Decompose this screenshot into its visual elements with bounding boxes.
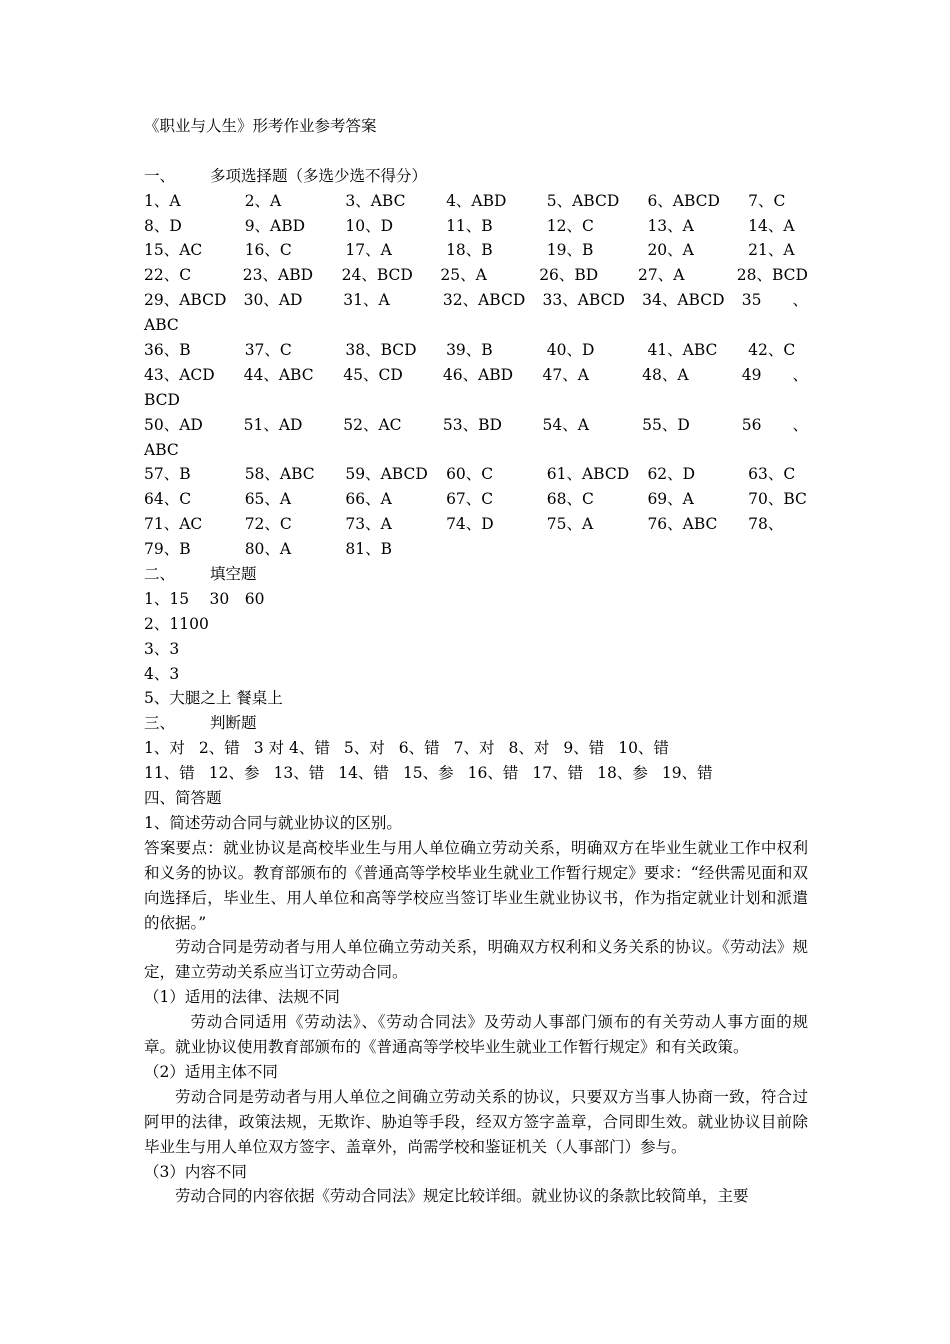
judgement-answer: 17、错 <box>532 764 584 783</box>
answer-cell: 8、D <box>144 216 182 235</box>
answer-row <box>144 313 808 338</box>
answer-cell: 79、B <box>144 540 191 559</box>
answer-cell: 60、C <box>446 465 494 484</box>
answer-cell: 73、A <box>345 515 392 534</box>
answer-cell: 35 、 <box>741 291 808 310</box>
answer-cell: 28、BCD <box>736 266 808 285</box>
answer-cell: 3、ABC <box>345 191 406 210</box>
answer-cell: 56 、 <box>741 415 808 434</box>
answer-cell: 59、ABCD <box>345 465 428 484</box>
answer-cell: 30、AD <box>243 291 303 310</box>
answer-cell: 4、ABD <box>446 191 507 210</box>
section-2-number: 二、 <box>144 565 176 584</box>
judgement-answer: 19、错 <box>661 764 713 783</box>
answer-cell: 76、ABC <box>647 515 718 534</box>
answer-cell: 81、B <box>345 540 392 559</box>
answer-cell: 58、ABC <box>244 465 315 484</box>
point-1-heading: （1）适用的法律、法规不同 <box>144 988 340 1007</box>
judgement-answer: 13、错 <box>273 764 325 783</box>
point-1-text: 劳动合同适用《劳动法》、《劳动合同法》及劳动人事部门颁布的有关劳动人事方面的规章。就业协议使用教育部颁布的《普通高等学校毕业生就业工作暂行规定》和有关政策。 <box>144 1013 808 1057</box>
answer-cell: 33、ABCD <box>542 291 625 310</box>
answer-cell: 62、D <box>647 465 696 484</box>
judgement-answer: 7、对 <box>453 739 495 758</box>
answer-cell: 53、BD <box>442 415 502 434</box>
judgement-answer: 3 对 4、错 <box>253 739 330 758</box>
answer-cell: 36、B <box>144 341 191 360</box>
answer-cell: 15、AC <box>144 241 203 260</box>
judgement-answer: 16、错 <box>467 764 519 783</box>
answer-cell: 67、C <box>446 490 494 509</box>
answer-cell: 32、ABCD <box>442 291 526 310</box>
answer-cell: 12、C <box>546 216 594 235</box>
answer-cell: 38、BCD <box>345 341 417 360</box>
answer-cell: 29、ABCD <box>144 291 227 310</box>
answer-cell: 63、C <box>748 465 796 484</box>
answer-row <box>144 363 808 388</box>
section-2-heading <box>144 562 808 587</box>
answer-cell: 61、ABCD <box>546 465 630 484</box>
section-3-heading <box>144 711 808 736</box>
answer-cell: 7、C <box>748 191 786 210</box>
section-1-heading <box>144 164 808 189</box>
answer-cell: 80、A <box>244 540 292 559</box>
answer-paragraph-1: 答案要点：就业协议是高校毕业生与用人单位确立劳动关系，明确双方在毕业生就业工作中权利和义务的协议。教育部颁布的《普通高等学校毕业生就业工作暂行规定》要求：“经供需见面和双向选择后，毕业生、用人单位和高等学校应当签订毕业生就业协议书，作为指定就业计划和派遣的依据。” <box>144 838 808 932</box>
answer-row <box>144 263 808 288</box>
true-false-row-2 <box>144 761 808 786</box>
judgement-answer: 14、错 <box>338 764 389 783</box>
answer-cell: 49 、 <box>741 365 808 384</box>
question-1: 1、简述劳动合同与就业协议的区别。 <box>144 813 402 832</box>
answer-cell: 37、C <box>244 341 292 360</box>
answer-row <box>144 238 808 263</box>
answer-cell: 23、ABD <box>242 266 314 285</box>
document-title: 《职业与人生》形考作业参考答案 <box>144 117 377 135</box>
fill-answer-2: 2、1100 <box>144 614 209 633</box>
judgement-answer: 5、对 <box>343 739 385 758</box>
answer-cell: 47、A <box>542 365 589 384</box>
answer-row <box>144 438 808 463</box>
judgement-answer: 11、错 <box>144 764 195 783</box>
answer-cell: 42、C <box>748 341 796 360</box>
section-3-number: 三、 <box>144 714 176 733</box>
answer-cell: 68、C <box>546 490 594 509</box>
answer-row <box>144 512 808 537</box>
answer-cell: 17、A <box>345 241 392 260</box>
answer-cell: 22、C <box>144 266 192 285</box>
section-1-title: 多项选择题（多选少选不得分） <box>210 166 428 185</box>
answer-cell: 27、A <box>637 266 685 285</box>
judgement-answer: 15、参 <box>402 764 454 783</box>
answer-cell: 11、B <box>446 216 493 235</box>
point-3-text: 劳动合同的内容依据《劳动合同法》规定比较详细。就业协议的条款比较简单，主要 <box>175 1187 749 1206</box>
answer-cell: ABC <box>144 440 179 459</box>
answer-row <box>144 338 808 363</box>
section-1-number: 一、 <box>144 166 176 185</box>
answer-cell: 75、A <box>546 515 594 534</box>
answer-cell: 55、D <box>642 415 690 434</box>
answer-cell: 34、ABCD <box>642 291 725 310</box>
section-3-title: 判断题 <box>210 714 257 733</box>
judgement-answer: 9、错 <box>563 739 605 758</box>
answer-cell: 72、C <box>244 515 292 534</box>
document-page <box>144 114 808 1209</box>
judgement-answer: 2、错 <box>198 739 240 758</box>
answer-cell: 26、BD <box>539 266 599 285</box>
answer-cell: 6、ABCD <box>647 191 720 210</box>
answer-cell: 65、A <box>244 490 292 509</box>
fill-answer-4: 4、3 <box>144 664 180 683</box>
section-4-heading: 四、简答题 <box>144 789 222 808</box>
section-2-title: 填空题 <box>210 565 257 584</box>
answer-row <box>144 288 808 313</box>
answer-cell: 45、CD <box>343 365 403 384</box>
answer-cell: 2、A <box>244 191 282 210</box>
answer-row <box>144 413 808 438</box>
answer-cell: 24、BCD <box>341 266 413 285</box>
point-2-text: 劳动合同是劳动者与用人单位之间确立劳动关系的协议，只要双方当事人协商一致，符合过阿甲的法律，政策法规，无欺诈、胁迫等手段，经双方签字盖章，合同即生效。就业协议目前除毕业生与用人单位双方签字、盖章外，尚需学校和鉴证机关（人事部门）参与。 <box>144 1087 808 1156</box>
answer-cell: 13、A <box>647 216 694 235</box>
answer-row <box>144 214 808 239</box>
answer-cell: 9、ABD <box>244 216 306 235</box>
answer-cell: BCD <box>144 390 180 409</box>
multiple-choice-answers <box>144 189 808 562</box>
answer-cell: 69、A <box>647 490 694 509</box>
judgement-answer: 10、错 <box>618 739 669 758</box>
answer-row <box>144 537 808 562</box>
fill-answer-5: 5、大腿之上 餐桌上 <box>144 689 283 708</box>
fill-answer-1: 1、15 30 60 <box>144 589 265 608</box>
answer-cell: 74、D <box>446 515 494 534</box>
answer-cell: 71、AC <box>144 515 203 534</box>
answer-cell: 21、A <box>748 241 795 260</box>
answer-cell: 66、A <box>345 490 392 509</box>
judgement-answer: 12、参 <box>208 764 260 783</box>
answer-row <box>144 462 808 487</box>
answer-cell: 57、B <box>144 465 191 484</box>
answer-row <box>144 388 808 413</box>
answer-cell: 48、A <box>642 365 689 384</box>
answer-cell: 10、D <box>345 216 394 235</box>
answer-row <box>144 487 808 512</box>
answer-cell: 50、AD <box>144 415 203 434</box>
answer-cell: 70、BC <box>748 490 807 509</box>
judgement-answer: 6、错 <box>398 739 440 758</box>
answer-cell: 14、A <box>748 216 795 235</box>
true-false-row-1 <box>144 736 808 761</box>
answer-cell: 40、D <box>546 341 595 360</box>
answer-cell: 46、ABD <box>442 365 514 384</box>
answer-cell: 64、C <box>144 490 192 509</box>
judgement-answer: 1、对 <box>144 739 185 758</box>
answer-cell: 19、B <box>546 241 594 260</box>
answer-cell: 39、B <box>446 341 493 360</box>
answer-cell: 20、A <box>647 241 694 260</box>
answer-cell: 52、AC <box>343 415 402 434</box>
point-2-heading: （2）适用主体不同 <box>144 1062 278 1081</box>
answer-cell: 18、B <box>446 241 493 260</box>
answer-cell: 16、C <box>244 241 292 260</box>
answer-cell: ABC <box>144 316 179 335</box>
answer-cell: 31、A <box>343 291 390 310</box>
answer-cell: 54、A <box>542 415 589 434</box>
answer-cell: 41、ABC <box>647 341 718 360</box>
answer-cell: 51、AD <box>243 415 303 434</box>
answer-cell: 25、A <box>440 266 487 285</box>
judgement-answer: 18、参 <box>597 764 648 783</box>
answer-cell: 44、ABC <box>243 365 314 384</box>
answer-cell: 5、ABCD <box>546 191 620 210</box>
answer-cell: 1、A <box>144 191 181 210</box>
answer-row <box>144 189 808 214</box>
answer-paragraph-2: 劳动合同是劳动者与用人单位确立劳动关系，明确双方权利和义务关系的协议。《劳动法》规定，建立劳动关系应当订立劳动合同。 <box>144 938 808 982</box>
answer-cell: 78、 <box>748 515 784 534</box>
fill-answer-3: 3、3 <box>144 639 180 658</box>
answer-cell: 43、ACD <box>144 365 215 384</box>
point-3-heading: （3）内容不同 <box>144 1162 247 1181</box>
judgement-answer: 8、对 <box>508 739 550 758</box>
